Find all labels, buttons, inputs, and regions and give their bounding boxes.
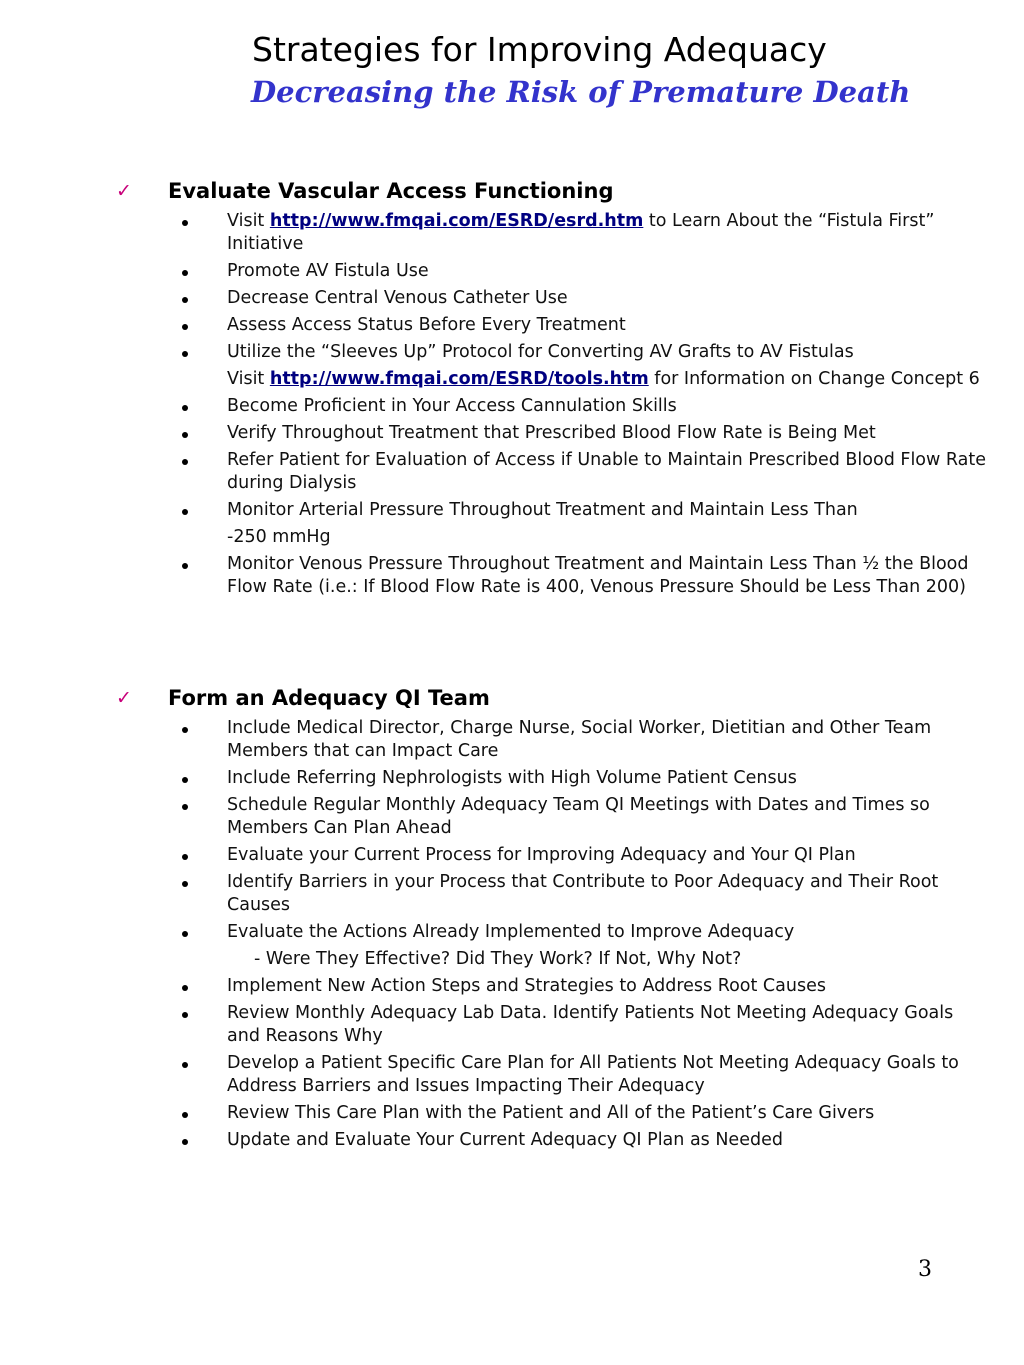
list-item <box>0 260 1024 283</box>
list-item <box>0 341 1024 364</box>
bullet-icon <box>182 777 188 783</box>
bullet-icon <box>182 854 188 860</box>
item-text: Include Referring Nephrologists with High Volume Patient Census <box>227 768 797 788</box>
item-text: Develop a Patient Specific Care Plan for All Patients Not Meeting Adequacy Goals to Address Barriers and Issues Impacting Their Adequacy <box>227 1053 959 1096</box>
list-item <box>0 449 1024 495</box>
item-text: Decrease Central Venous Catheter Use <box>227 288 568 308</box>
section-title: Evaluate Vascular Access Functioning <box>168 179 614 203</box>
list-item <box>0 921 1024 944</box>
list-item <box>0 314 1024 337</box>
bullet-icon <box>182 881 188 887</box>
list-item <box>0 287 1024 310</box>
bullet-icon <box>182 459 188 465</box>
bullet-icon <box>182 405 188 411</box>
item-text: Verify Throughout Treatment that Prescribed Blood Flow Rate is Being Met <box>227 423 876 443</box>
bullet-icon <box>182 931 188 937</box>
list-item <box>0 844 1024 867</box>
section-title: Form an Adequacy QI Team <box>168 686 490 710</box>
list-item <box>0 975 1024 998</box>
item-text: Refer Patient for Evaluation of Access if Unable to Maintain Prescribed Blood Flow Rate during Dialysis <box>227 450 987 493</box>
item-text: Evaluate the Actions Already Implemented to Improve Adequacy <box>227 922 795 942</box>
section-vascular-access <box>0 176 1024 599</box>
fistula-first-link[interactable]: http://www.fmqai.com/ESRD/esrd.htm <box>269 211 644 231</box>
item-text: to Learn About the “Fistula First” Initiative <box>227 211 935 254</box>
list-item <box>0 794 1024 840</box>
item-text: Review This Care Plan with the Patient and All of the Patient’s Care Givers <box>227 1103 875 1123</box>
list-item <box>0 1129 1024 1152</box>
page-subtitle: Decreasing the Risk of Premature Death <box>251 75 911 109</box>
bullet-list <box>0 210 1024 599</box>
bullet-icon <box>182 1112 188 1118</box>
list-item <box>0 395 1024 418</box>
bullet-icon <box>182 432 188 438</box>
item-text: Schedule Regular Monthly Adequacy Team QI Meetings with Dates and Times so Members Can Plan Ahead <box>227 795 930 838</box>
bullet-icon <box>182 563 188 569</box>
list-item-continuation <box>0 368 1024 391</box>
bullet-icon <box>182 324 188 330</box>
section-qi-team <box>0 683 1024 1152</box>
item-text: Assess Access Status Before Every Treatment <box>227 315 626 335</box>
section-heading <box>0 683 1024 713</box>
item-text: Utilize the “Sleeves Up” Protocol for Converting AV Grafts to AV Fistulas <box>227 342 854 362</box>
bullet-icon <box>182 509 188 515</box>
list-item <box>0 1002 1024 1048</box>
item-text: for Information on Change Concept 6 <box>648 369 980 389</box>
item-text: - Were They Effective? Did They Work? If Not, Why Not? <box>254 949 742 969</box>
bullet-icon <box>182 727 188 733</box>
page-title: Strategies for Improving Adequacy <box>252 30 827 69</box>
bullet-icon <box>182 270 188 276</box>
item-text: Monitor Venous Pressure Throughout Treatment and Maintain Less Than ½ the Blood Flow Rate (i.e.: If Blood Flow Rate is 400, Venous Pressure Should be Less Than 200) <box>227 554 969 597</box>
item-text: Update and Evaluate Your Current Adequacy QI Plan as Needed <box>227 1130 783 1150</box>
tools-link[interactable]: http://www.fmqai.com/ESRD/tools.htm <box>269 369 649 389</box>
item-text: Visit <box>227 211 270 231</box>
list-item <box>0 210 1024 256</box>
item-text: Monitor Arterial Pressure Throughout Treatment and Maintain Less Than <box>227 500 858 520</box>
bullet-icon <box>182 804 188 810</box>
bullet-list <box>0 717 1024 1152</box>
checkmark-icon: ✓ <box>116 180 132 202</box>
list-item <box>0 499 1024 522</box>
list-item-continuation <box>0 948 1024 971</box>
list-item <box>0 422 1024 445</box>
list-item <box>0 1102 1024 1125</box>
bullet-icon <box>182 351 188 357</box>
bullet-icon <box>182 297 188 303</box>
list-item <box>0 1052 1024 1098</box>
item-text: Visit <box>227 369 270 389</box>
page-number: 3 <box>918 1257 932 1282</box>
item-text: Identify Barriers in your Process that Contribute to Poor Adequacy and Their Root Causes <box>227 872 939 915</box>
bullet-icon <box>182 1062 188 1068</box>
item-text: Promote AV Fistula Use <box>227 261 429 281</box>
list-item-continuation <box>0 526 1024 549</box>
item-text: -250 mmHg <box>227 527 331 547</box>
list-item <box>0 553 1024 599</box>
bullet-icon <box>182 1012 188 1018</box>
list-item <box>0 871 1024 917</box>
item-text: Become Proficient in Your Access Cannulation Skills <box>227 396 677 416</box>
bullet-icon <box>182 1139 188 1145</box>
list-item <box>0 717 1024 763</box>
bullet-icon <box>182 220 188 226</box>
section-heading <box>0 176 1024 206</box>
checkmark-icon: ✓ <box>116 687 132 709</box>
bullet-icon <box>182 985 188 991</box>
item-text: Include Medical Director, Charge Nurse, Social Worker, Dietitian and Other Team Members that can Impact Care <box>227 718 932 761</box>
item-text: Evaluate your Current Process for Improving Adequacy and Your QI Plan <box>227 845 856 865</box>
list-item <box>0 767 1024 790</box>
item-text: Implement New Action Steps and Strategies to Address Root Causes <box>227 976 826 996</box>
item-text: Review Monthly Adequacy Lab Data. Identify Patients Not Meeting Adequacy Goals and Reasons Why <box>227 1003 954 1046</box>
